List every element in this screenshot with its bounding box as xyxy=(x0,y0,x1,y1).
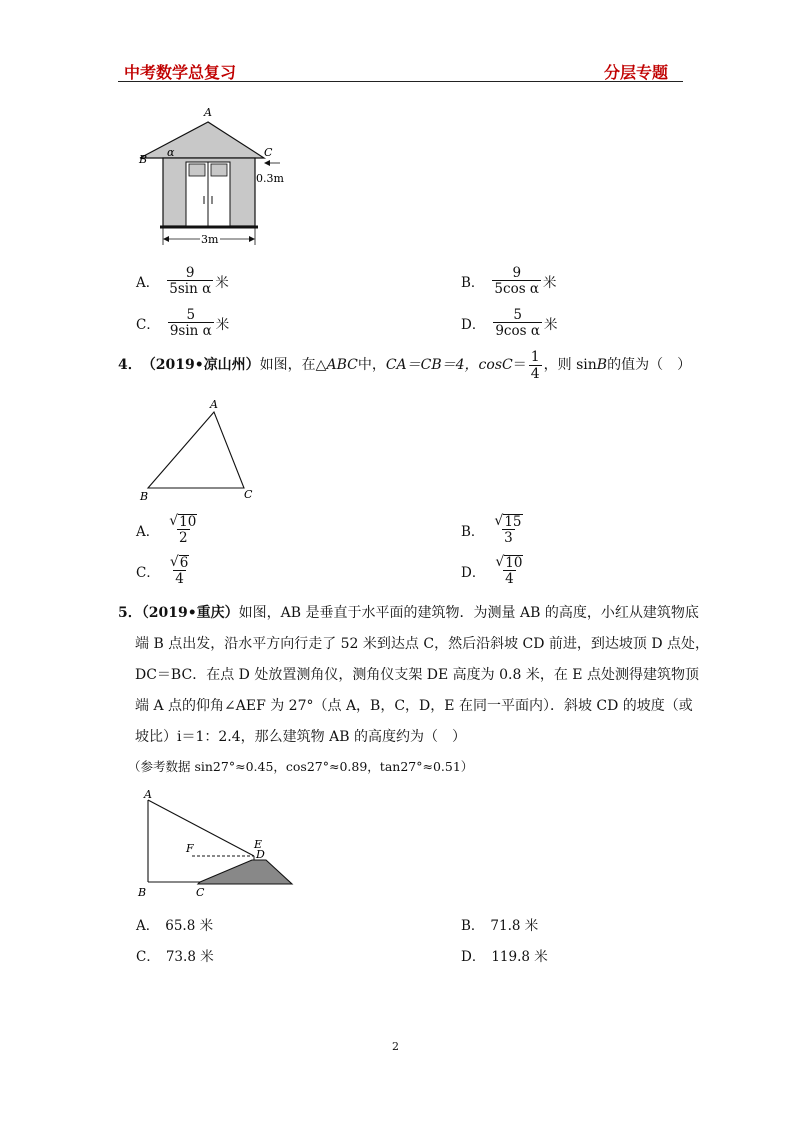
q4-option-c[interactable]: C． √ 6 4 xyxy=(136,554,189,588)
q3-option-d-fraction: $\frac{5}{\text{9cos α}}$ xyxy=(495,307,540,340)
house-label-alpha: α xyxy=(167,146,175,159)
q3-option-a[interactable]: A． $\frac{9}{\text{5sin α}}$ 米 xyxy=(136,265,229,298)
roof xyxy=(140,122,264,158)
q4-option-a[interactable]: A． √ 10 2 xyxy=(136,513,197,547)
triangle-abc xyxy=(148,412,244,488)
q5-option-a[interactable]: A． 65.8 米 xyxy=(136,918,214,934)
q5-stem: 5．（2019•重庆）如图，AB 是垂直于水平面的建筑物．为测量 AB 的高度，小红从建筑物底 端 B 点出发，沿水平方向行走了 52 米到达点 C，然后沿斜坡 CD 前进，到达坡顶 D 点处， DC＝BC．在点 D 处放置测角仪，测角仪支架 DE 高度为 0.8 米，在 E 点处测得建筑物顶 端 A 点的仰角∠AEF 为 27°（点 A，B，C，D，E 在同一平面内）．斜坡 CD 的坡度（或 坡比）i＝1：2.4，那么建筑物 AB 的高度约为（ ） （参考数据 sin27°≈0.45，cos27°≈0.89，tan27°≈0.51） xyxy=(118,598,678,781)
bld-label-b: B xyxy=(138,886,147,899)
tri-label-a: A xyxy=(210,398,218,411)
house-label-a: A xyxy=(204,106,212,119)
tri-label-c: C xyxy=(244,488,253,501)
q3-option-b-fraction: $\frac{9}{\text{5cos α}}$ xyxy=(494,265,540,298)
q3-option-b[interactable]: B． $\frac{9}{\text{5cos α}}$ 米 xyxy=(461,265,557,298)
bld-label-e: E xyxy=(254,838,263,851)
header-right: 分层专题 xyxy=(604,63,669,82)
house-label-03m: 0.3m xyxy=(256,172,284,185)
house-label-c: C xyxy=(264,146,273,159)
bld-label-a: A xyxy=(144,788,152,801)
header-rule xyxy=(118,81,683,82)
building-figure xyxy=(134,786,304,902)
header-left: 中考数学总复习 xyxy=(124,63,237,82)
q3-option-d[interactable]: D． $\frac{5}{\text{9cos α}}$ 米 xyxy=(461,307,558,340)
q3-option-c[interactable]: C． $\frac{5}{\text{9sin α}}$ 米 xyxy=(136,307,230,340)
q5-option-c[interactable]: C． 73.8 米 xyxy=(136,949,214,965)
q3-option-c-fraction: $\frac{5}{\text{9sin α}}$ xyxy=(169,307,212,340)
q4-cos-fraction: $\frac{1}{4}$ xyxy=(530,349,540,382)
q5-option-d[interactable]: D． 119.8 米 xyxy=(461,949,548,965)
house-label-3m: 3m xyxy=(201,233,219,246)
q5-option-b[interactable]: B． 71.8 米 xyxy=(461,918,539,934)
q4-option-b[interactable]: B． √ 15 3 xyxy=(461,513,522,547)
sight-line-ae xyxy=(148,800,254,856)
bld-label-d: D xyxy=(256,848,265,861)
tri-label-b: B xyxy=(140,490,149,503)
q4-option-d[interactable]: D． √ 10 4 xyxy=(461,554,523,588)
page-number: 2 xyxy=(392,1040,399,1053)
bld-label-f: F xyxy=(186,842,194,855)
triangle-figure xyxy=(136,396,266,506)
house-figure xyxy=(130,100,300,250)
q5-reference-data: （参考数据 sin27°≈0.45，cos27°≈0.89，tan27°≈0.51） xyxy=(128,759,474,774)
bld-label-c: C xyxy=(196,886,205,899)
house-label-b: B xyxy=(139,153,148,166)
q4-stem: 4． （2019•凉山州） 如图，在△ ABC 中， CA＝CB＝4，cos C ＝ $\frac{1}{4}$ ，则 sin B 的值为（ ） xyxy=(118,349,692,382)
slope-cd xyxy=(198,860,292,884)
q3-option-a-fraction: $\frac{9}{\text{5sin α}}$ xyxy=(169,265,212,298)
